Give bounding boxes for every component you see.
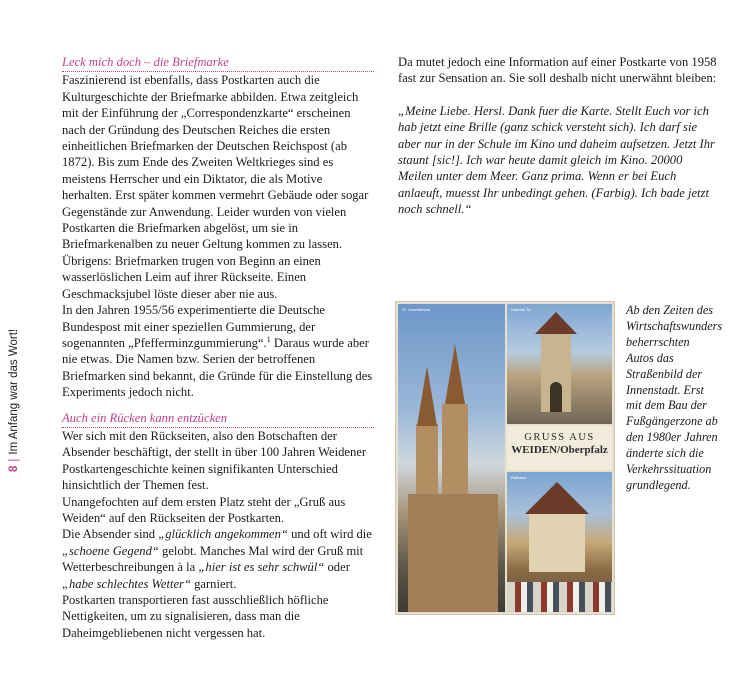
postcard-title-city: WEIDEN/Oberpfalz [511,444,608,456]
photo-caption: Unteres Tor [511,307,532,312]
text-run: gelobt. Manches Mal wird der Gruß mit Wetterbeschreibungen à la [62,543,364,575]
postcard-image [396,302,614,614]
text-run: Daraus wurde aber nie etwas. Die Namen bzw. Serien der betroffenen Briefmarken sind bekannt, die Gründe für die Einstellung des Experiments jedoch nicht. [62,335,373,400]
text-run: garniert. [190,576,237,591]
paragraph: Faszinierend ist ebenfalls, dass Postkarten auch die Kulturgeschichte der Briefmarke abbilden. Etwa zeitgleich mit der Einführung der „Correspondenzkarte“ erscheinen nach der Gründung des Deutschen Reiches die ersten einheitlichen Briefmarken der Deutschen Reichspost (ab 1872). Bis zum Ende des Zweiten Weltkrieges sind es meistens Herrscher und ein Diktator, die als Motive herhalten. Erst später kommen vermehrt Gebäude oder sogar Gegenstände zur Anwendung. Leider wurden von vielen Postkarten die Briefmarken abgelöst, um sie in Briefmarkenalben zu neuer Geltung kommen zu lassen. [62,73,369,252]
photo-caption: Rathaus [511,475,526,480]
text-run: und oft wird die [287,527,372,542]
church-photo [398,304,505,612]
paragraph [62,302,374,400]
quote-run: „glücklich angekommen“ [158,527,288,542]
paragraph: Unangefochten auf dem ersten Platz steht der „Gruß aus Weiden“ auf den Rückseiten der Postkarten. [62,494,346,525]
text-run: oder [324,560,350,575]
page-number: 8 [8,465,20,472]
right-column [398,54,718,218]
chapter-title: Im Anfang war das Wort! [8,328,20,455]
figure-caption: Ab den Zeiten des Wirtschaftswunders beherrschten Autos das Straßenbild der Innenstadt. Erst mit dem Bau der Fußgängerzone ab den 1980er Jahren änderte sich die Verkehrssituation grundlegend. [626,303,723,492]
quote-run: „schoene Gegend“ [62,543,159,558]
paragraph: Übrigens: Briefmarken trugen von Beginn an einen wasserlöslichen Leim auf ihrer Rückseite. Einen Geschmacksjubel löste dieser aber nie aus. [62,253,321,301]
footnote-marker: 1 [266,334,271,344]
quote-run: „hier ist es sehr schwül“ [198,560,325,575]
postcard-quote: „Meine Liebe. Hersl. Dank fuer die Karte. Stellt Euch vor ich hab jetzt eine Brille (ganz schick versteht sich). Ich darf sie aber nur in der Schule im Kino und daheim aufsetzen. Jetzt Ihr staunt [sic!]. Ich war heute damit gleich im Kino. 20000 Meilen unter dem Meer. Ganz prima. Wenn er bei Euch anlaeuft, muesst Ihr unbedingt gehen. (Farbig). Ich bade jetzt noch schnell.“ [398,103,715,217]
page-separator: | [8,458,20,462]
paragraph: Postkarten transportieren fast ausschließlich höfliche Nettigkeiten, um zu signalisieren, dass man die Daheimgebliebenen nicht vergessen hat. [62,593,329,640]
gate-photo [507,304,612,424]
text-run: In den Jahren 1955/56 experimentierte die Deutsche Bundespost mit einer speziellen Gummierung, der sogenannten „Pfefferminzgummierung“. [62,303,325,350]
text-run: Die Absender sind [62,527,159,542]
photo-caption: St. Josefskirche [402,307,431,312]
paragraph: Wer sich mit den Rückseiten, also den Botschaften der Absender beschäftigt, der stellt in über 100 Jahren Weidener Postkartengeschichte keinen signifikanten Unterschied hinsichtlich der Themen fest. [62,428,367,493]
postcard-title [507,426,612,470]
section-heading-briefmarke: Leck mich doch – die Briefmarke [62,54,374,72]
quote-run: „habe schlechtes Wetter“ [62,576,191,591]
paragraph [62,526,374,592]
paragraph: Da mutet jedoch eine Information auf einer Postkarte von 1958 fast zur Sensation an. Sie soll deshalb nicht unerwähnt bleiben: [398,55,717,86]
side-page-label [8,272,26,472]
postcard-title-line: GRUSS AUS [524,432,595,443]
section-heading-ruecken: Auch ein Rücken kann entzücken [62,410,374,428]
left-column [62,54,374,641]
townhall-photo [507,472,612,612]
